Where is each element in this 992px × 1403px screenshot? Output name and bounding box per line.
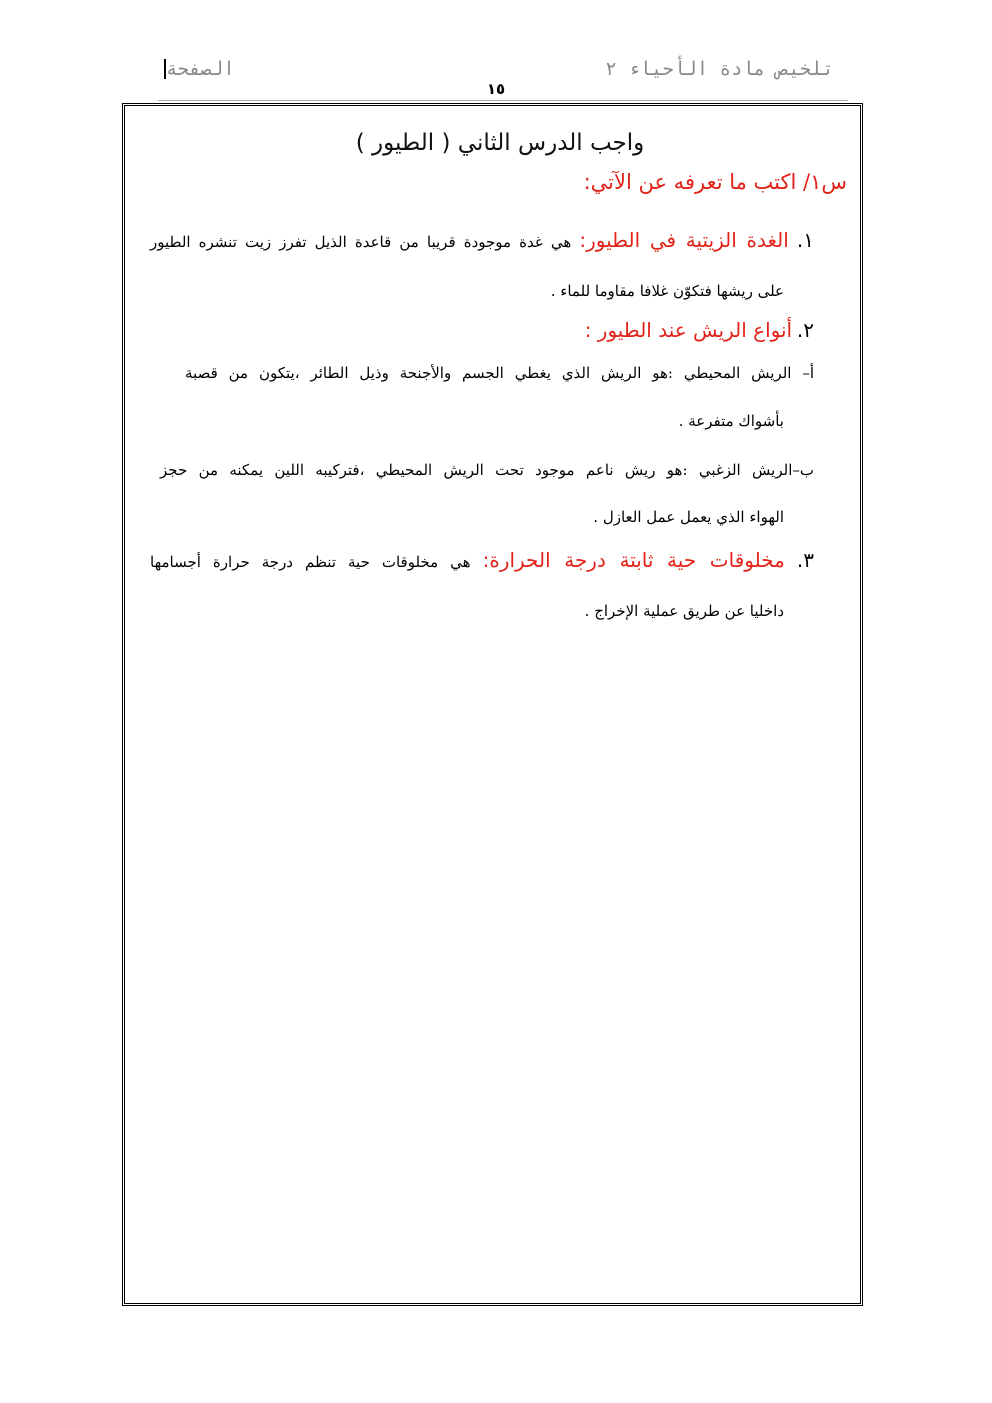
- item1-term: الغدة الزيتية في الطيور:: [579, 228, 789, 252]
- item3-number: ٣.: [796, 548, 814, 572]
- item2-heading-line: [585, 318, 814, 342]
- item2-a-marker: أ–: [802, 364, 814, 382]
- item1-text: هي غدة موجودة قريبا من قاعدة الذيل تفرز زيت تنشره الطيور: [150, 233, 572, 251]
- item3-term: مخلوقات حية ثابتة درجة الحرارة:: [482, 548, 785, 572]
- item2-number: ٢.: [796, 318, 814, 342]
- item1-continuation: على ريشها فتكوّن غلافا مقاوما للماء .: [550, 282, 784, 300]
- lesson-title: واجب الدرس الثاني ( الطيور ): [355, 130, 645, 156]
- document-title: تلخيص مادة الأحياء ٢: [605, 58, 834, 80]
- item3-line: [150, 548, 814, 572]
- question-heading: س١/ اكتب ما تعرفه عن الآتي:: [583, 170, 847, 194]
- item3-continuation: داخليا عن طريق عملية الإخراج .: [584, 602, 784, 620]
- item3-text: هي مخلوقات حية تنظم درجة حرارة أجسامها: [150, 553, 471, 571]
- item2-a-continuation: بأشواك متفرعة .: [678, 412, 784, 430]
- page-number: ١٥: [486, 80, 506, 98]
- page-label: [158, 58, 235, 80]
- header-rule: [158, 100, 848, 101]
- item2-heading: أنواع الريش عند الطيور :: [584, 318, 793, 342]
- page-label-divider: [164, 59, 166, 79]
- item2-a-text: الريش المحيطي :هو الريش الذي يغطي الجسم والأجنحة وذيل الطائر ،يتكون من قصبة: [185, 364, 792, 382]
- item1-line: [150, 228, 814, 252]
- item2-b-line: ب–الريش الزغبي :هو ريش ناعم موجود تحت الريش المحيطي ،فتركيبه اللين يمكنه من حجز: [160, 461, 814, 479]
- item2-a-line: [185, 364, 814, 382]
- item1-number: ١.: [796, 228, 815, 252]
- item2-b-continuation: الهواء الذي يعمل عمل العازل .: [593, 508, 784, 526]
- page-label-text: الصفحة: [166, 58, 235, 80]
